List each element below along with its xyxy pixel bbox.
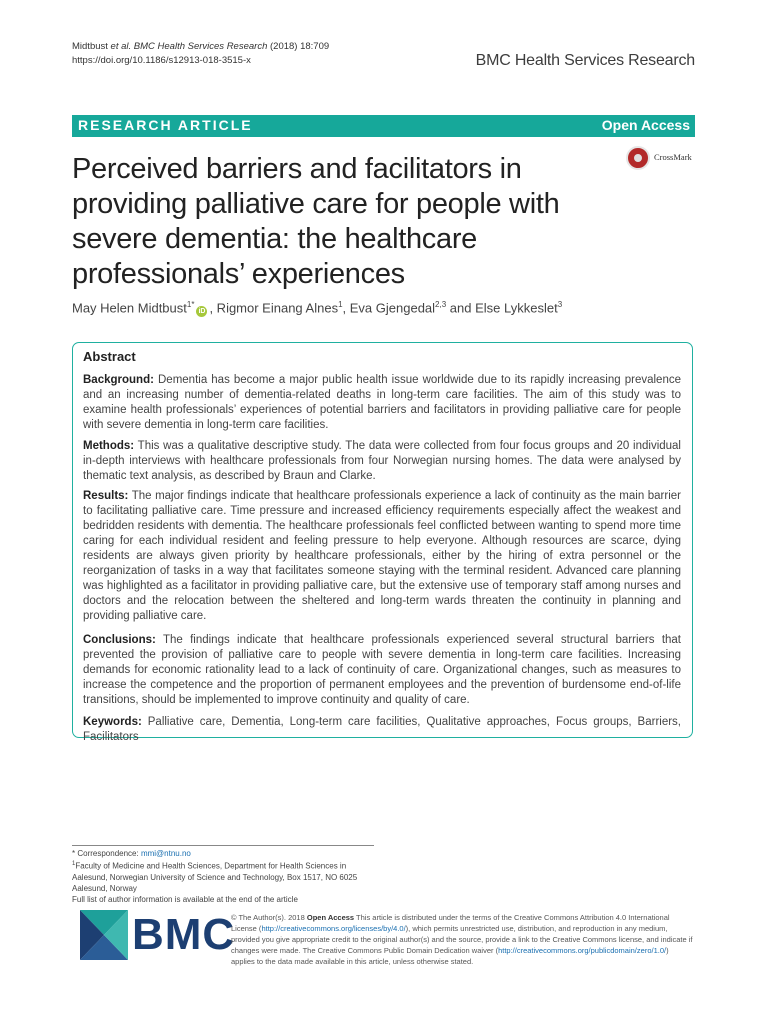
orcid-icon[interactable]: iD — [198, 308, 206, 316]
abstract-keywords — [83, 715, 681, 745]
article-title: Perceived barriers and facilitators in providing palliative care for people with severe dementia: the healthcare professionals’ experiences — [72, 153, 560, 290]
license-part: © The Author(s). 2018 — [231, 913, 307, 922]
license-open-access: Open Access — [306, 913, 355, 922]
license-link[interactable]: http://creativecommons.org/licenses/by/4.0/ — [261, 924, 406, 933]
correspondence-line — [72, 848, 382, 859]
publicdomain-link[interactable]: http://creativecommons.org/publicdomain/zero/1.0/ — [498, 946, 667, 955]
abstract-background — [83, 373, 681, 433]
author-affiliation-sup: 3 — [557, 300, 563, 309]
author-list — [72, 300, 562, 317]
abstract-methods — [83, 439, 681, 484]
author-affiliation-sup: 1* — [186, 300, 195, 309]
bmc-logo-text: BMC — [132, 910, 236, 959]
crossmark-icon — [626, 146, 650, 170]
citation-authors: Midtbust — [72, 41, 111, 52]
citation-journal: et al. BMC Health Services Research — [110, 41, 268, 52]
article-type-banner — [72, 115, 695, 137]
open-access-label: Open Access — [601, 117, 690, 133]
bmc-logo — [80, 910, 236, 960]
author-name[interactable]: , Eva Gjengedal — [342, 300, 436, 316]
citation-block — [72, 40, 329, 68]
conclusions-text: The findings indicate that healthcare professionals experienced several structural barriers that prevented the provision of palliative care to people with severe dementia in long-term care facilities. Increasing demands for economic rationality lead to a lack of continuity of care. Organizational changes, such as measures to increase the competence and the proportion of permanent employees and the prevention of burdensome end-of-life transitions, should be implemented to improve continuity and quality of care. — [83, 634, 681, 706]
abstract-conclusions — [83, 633, 681, 708]
crossmark-button[interactable] — [626, 146, 706, 170]
abstract-box — [72, 342, 693, 743]
footnote-divider — [72, 845, 374, 846]
crossmark-label: CrossMark — [654, 152, 692, 162]
keywords-text: Palliative care, Dementia, Long-term care facilities, Qualitative approaches, Focus groups, Barriers, Facilitators — [83, 716, 681, 743]
license-text — [231, 912, 694, 967]
license-part: This article is distributed under the terms of the Creative Commons Attribution 4.0 International License ( — [231, 913, 670, 933]
author-name[interactable]: , Rigmor Einang Alnes — [209, 300, 339, 316]
author-affiliation-sup: 2,3 — [435, 300, 447, 309]
background-text: Dementia has become a major public health issue worldwide due to its rapidly increasing prevalence and an increasing number of dementia-related deaths in long-term care facilities. The aim of this study was to examine health professionals’ experiences of potential barriers and facilitators in providing palliative care for people with severe dementia in long-term care facilities. — [83, 374, 681, 431]
author-info-note: Full list of author information is available at the end of the article — [72, 894, 298, 904]
results-label: Results: — [83, 490, 129, 502]
citation-year: (2018) 18:709 — [267, 41, 330, 52]
conclusions-label: Conclusions: — [83, 634, 156, 646]
footnotes — [72, 848, 382, 905]
correspondence-label: * Correspondence: — [72, 849, 141, 858]
bmc-logo-mark-icon — [80, 910, 128, 960]
license-part: ) applies to the data made available in this article, unless otherwise stated. — [231, 946, 669, 966]
keywords-label: Keywords: — [83, 716, 142, 728]
background-label: Background: — [83, 374, 154, 386]
author-name[interactable]: and Else Lykkeslet — [446, 300, 558, 316]
author-name[interactable]: May Helen Midtbust — [72, 300, 187, 316]
methods-text: This was a qualitative descriptive study. The data were collected from four focus groups and 20 individual in-depth interviews with healthcare professionals from four Norwegian nursing homes. The data were analysed by thematic text analysis, as described by Braun and Clarke. — [83, 440, 681, 482]
affiliation-text: Faculty of Medicine and Health Sciences, Department for Health Sciences in Aalesund, Norwegian University of Science and Technology, Box 1517, NO 6025 Aalesund, Norway — [72, 861, 358, 893]
abstract-heading: Abstract — [83, 349, 136, 364]
methods-label: Methods: — [83, 440, 135, 452]
license-part: ), which permits unrestricted use, distribution, and reproduction in any medium, provided you give appropriate credit to the original author(s) and the source, provide a link to the Creative Commons license, and indicate if changes were made. The Creative Commons Public Domain Dedication waiver ( — [231, 924, 693, 955]
correspondence-email-link[interactable]: mmi@ntnu.no — [140, 849, 191, 858]
author-affiliation-sup: 1 — [338, 300, 343, 309]
affiliation-sup: 1 — [72, 861, 76, 867]
article-type-label: RESEARCH ARTICLE — [78, 117, 253, 133]
results-text: The major findings indicate that healthcare professionals experience a lack of continuity as the main barrier to facilitating palliative care. Time pressure and increased efficiency requirements especially affect the weakest and bedridden residents with dementia. The healthcare professionals feel conflicted between wanting to spend more time caring for each individual resident and feeling pressure to help everyone. Although resources are scarce, dying residents are always given priority by healthcare professionals, either by the hiring of extra personnel or the reorganization of tasks in a way that facilitates someone staying with the terminal resident. Advanced care planning was highlighted as a facilitator in providing palliative care, but the extensive use of temporary staff among nurses and doctors and the relocation between the sheltered and long-term wards threaten the continuity in planning and providing palliative care. — [83, 490, 681, 622]
doi-link[interactable]: https://doi.org/10.1186/s12913-018-3515-x — [72, 55, 251, 66]
journal-name: BMC Health Services Research — [475, 52, 695, 69]
abstract-results — [83, 489, 681, 624]
affiliation-note — [72, 859, 382, 894]
